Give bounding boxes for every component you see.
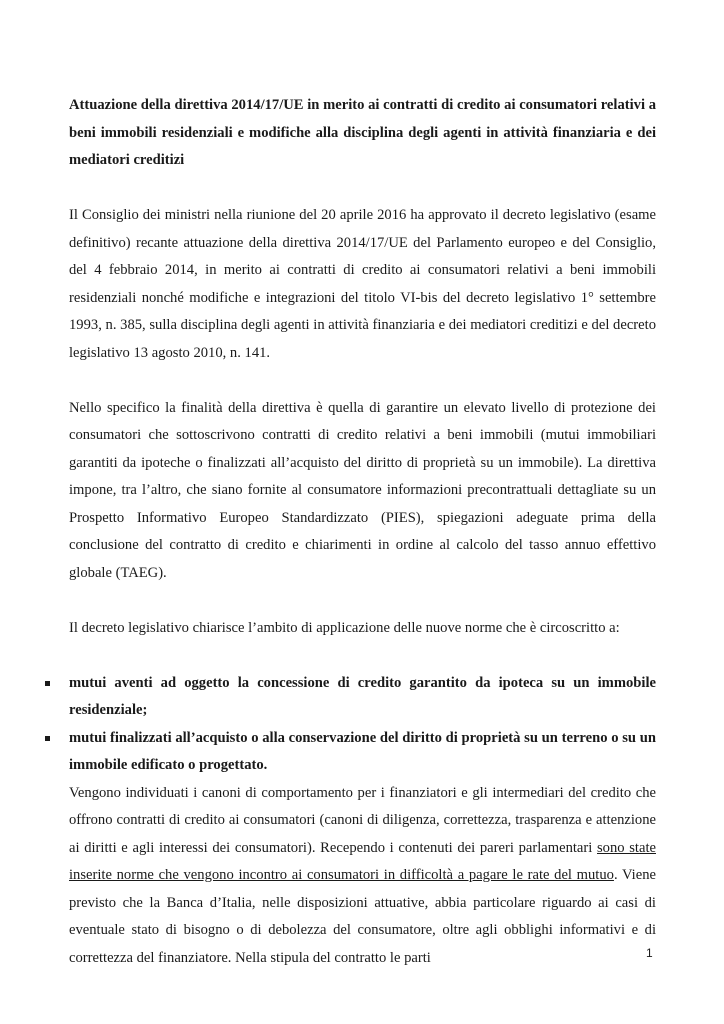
underlined-text: sono state inserite norme che vengono incontro ai consumatori in difficoltà a pagare le rate del mutuo	[69, 839, 656, 883]
paragraph-text: Vengono individuati i canoni di comportamento per i finanziatori e gli intermediari del credito che offrono contratti di credito ai consumatori (canoni di diligenza, correttezza, trasparenza e attenzione ai diritti e agli interessi dei consumatori). Recependo i contenuti dei pareri parlamentari	[69, 784, 656, 856]
square-bullet-icon	[45, 681, 50, 686]
paragraph-directive-purpose: Nello specifico la finalità della direttiva è quella di garantire un elevato livello di protezione dei consumatori che sottoscrivono contratti di credito relativi a beni immobili (mutui immobiliari garantiti da ipoteche o finalizzati all’acquisto del diritto di proprietà su un immobile). La direttiva impone, tra l’altro, che siano fornite al consumatore informazioni precontrattuali dettagliate su un Prospetto Informativo Europeo Standardizzato (PIES), spiegazioni adeguate prima della conclusione del contratto di credito e chiarimenti in ordine al calcolo del tasso annuo effettivo globale (TAEG).	[69, 399, 656, 581]
paragraph-council-approval: Il Consiglio dei ministri nella riunione del 20 aprile 2016 ha approvato il decreto legislativo (esame definitivo) recante attuazione della direttiva 2014/17/UE del Parlamento europeo e del Consiglio, del 4 febbraio 2014, in merito ai contratti di credito ai consumatori relativi a beni immobili residenziali nonché modifiche e integrazioni del titolo VI-bis del decreto legislativo 1° settembre 1993, n. 385, sulla disciplina degli agenti in attività finanziaria e dei mediatori creditizi e del decreto legislativo 13 agosto 2010, n. 141.	[69, 207, 656, 361]
paragraph-conduct-rules	[69, 780, 656, 973]
bullet-item	[69, 725, 656, 780]
bullet-item	[69, 670, 656, 725]
spacer	[69, 175, 656, 203]
spacer	[69, 367, 656, 395]
spacer	[69, 587, 656, 615]
document-page	[69, 92, 656, 972]
square-bullet-icon	[45, 736, 50, 741]
spacer	[69, 642, 656, 670]
scope-bullet-list	[69, 670, 656, 780]
bullet-text: mutui aventi ad oggetto la concessione di credito garantito da ipoteca su un immobile residenziale;	[69, 674, 656, 718]
bullet-text: mutui finalizzati all’acquisto o alla conservazione del diritto di proprietà su un terreno o su un immobile edificato o progettato.	[69, 729, 656, 773]
page-number: 1	[646, 946, 653, 960]
paragraph-text: . Viene previsto che la Banca d’Italia, nelle disposizioni attuative, abbia particolare riguardo ai casi di eventuale stato di bisogno o di debolezza del consumatore, oltre agli obblighi informativi e di correttezza del finanziatore. Nella stipula del contratto le parti	[69, 867, 656, 966]
paragraph-scope-intro: Il decreto legislativo chiarisce l’ambito di applicazione delle nuove norme che è circoscritto a:	[69, 619, 620, 636]
document-title: Attuazione della direttiva 2014/17/UE in merito ai contratti di credito ai consumatori relativi a beni immobili residenziali e modifiche alla disciplina degli agenti in attività finanziaria e dei mediatori creditizi	[69, 97, 656, 168]
